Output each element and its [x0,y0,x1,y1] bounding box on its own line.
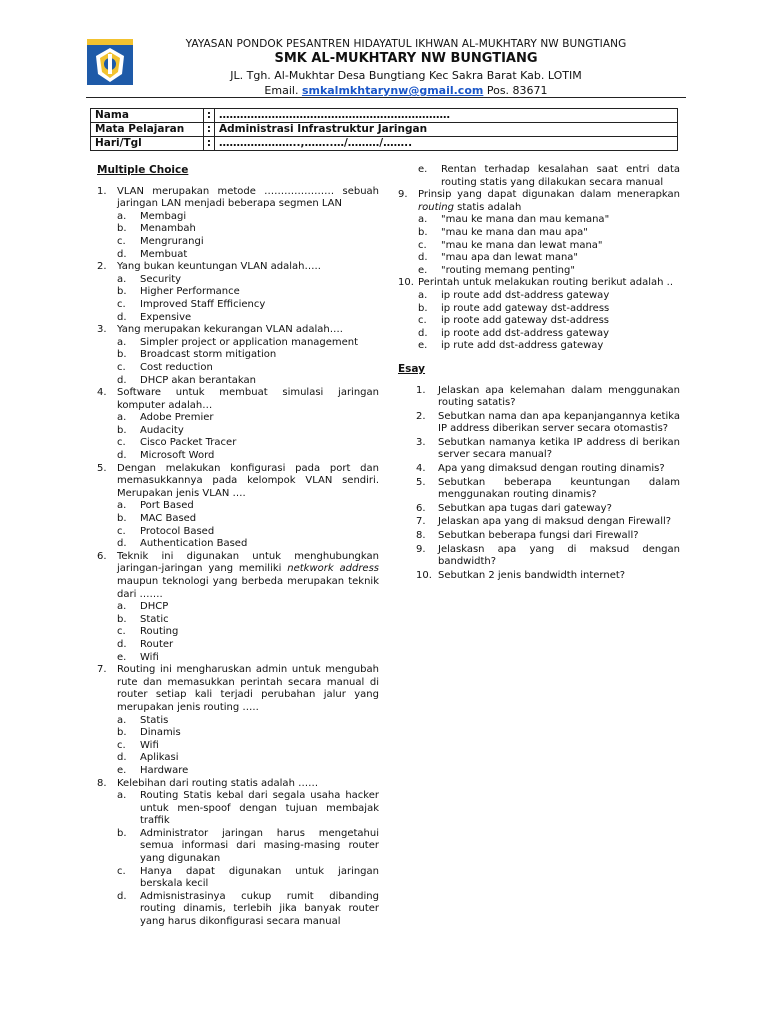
essay-question [416,503,680,516]
essay-number: 7. [416,516,426,528]
option[interactable] [117,236,379,249]
question-text-part: Teknik ini digunakan untuk menghubungkan jaringan-jaringan yang memiliki [117,550,379,575]
question-text: Yang bukan keuntungan VLAN adalah….. [117,261,321,273]
student-info-table [90,108,678,151]
option[interactable] [117,312,379,325]
option-letter: c. [117,235,126,247]
option[interactable] [117,425,379,438]
option-letter: b. [117,513,127,525]
option[interactable] [117,500,379,513]
question-text: Kelebihan dari routing statis adalah …… [117,777,319,789]
question-number: 1. [97,185,107,197]
option-letter: c. [418,239,427,251]
option-letter: b. [117,827,127,839]
essay-question [416,570,680,583]
option-text: Statis [140,714,169,726]
option[interactable] [117,765,379,778]
option-text: Mengrurangi [140,235,204,247]
option-letter: b. [418,226,428,238]
email-label: Email. [264,84,299,97]
option[interactable] [117,286,379,299]
question-text [418,189,680,214]
option-letter: d. [117,374,127,386]
question-number: 7. [97,664,107,676]
option-text: Router [140,638,174,650]
option-letter: d. [117,538,127,550]
question-text-part: Prinsip yang dapat digunakan dalam menerapkan [418,189,680,201]
essay-text: Sebutkan beberapa keuntungan dalam menggunakan routing dinamis? [438,476,680,501]
option-text: ip roote add dst-address gateway [441,327,610,339]
essay-text: Sebutkan nama dan apa kepanjangannya ketika IP address diberikan server secara otomastis? [438,410,680,435]
option-letter: e. [418,340,428,352]
question [97,324,379,337]
option-letter: c. [418,315,427,327]
option-text: Menambah [140,223,196,235]
option[interactable] [117,362,379,375]
multiple-choice-title: Multiple Choice [97,164,189,176]
option[interactable] [117,274,379,287]
question-text: Yang merupakan kekurangan VLAN adalah…. [117,324,343,336]
option[interactable] [117,626,379,639]
option-letter: c. [117,525,126,537]
option-letter: b. [117,727,127,739]
option[interactable] [418,328,680,341]
option-text: Wifi [140,651,159,663]
option[interactable] [117,349,379,362]
option-text: Membuat [140,248,188,260]
option-text: Higher Performance [140,286,240,298]
option-text: Security [140,273,182,285]
option-text: Membagi [140,210,187,222]
option[interactable] [117,223,379,236]
option[interactable] [418,303,680,316]
option-letter: e. [418,264,428,276]
option[interactable] [117,538,379,551]
option-text: Dinamis [140,727,181,739]
essay-title: Esay [398,362,426,375]
question-text: Perintah untuk melakukan routing berikut adalah .. [418,277,674,289]
question-text: Dengan melakukan konfigurasi pada port dan memasukkannya pada kelompok VLAN sendiri. Merupakan jenis VLAN …. [117,462,379,499]
question [398,277,680,290]
option-text: Admisnistrasinya cukup rumit dibanding routing dinamis, terlebih jika banyak router yang harus dikonfigurasi secara manual [140,890,379,928]
essay-number: 1. [416,384,426,396]
option[interactable] [117,828,379,866]
essay-number: 9. [416,543,426,555]
option[interactable] [117,752,379,765]
option[interactable] [117,249,379,262]
option-text: Cisco Packet Tracer [140,437,237,449]
option-letter: c. [117,298,126,310]
right-column [398,164,680,583]
option-letter: a. [117,714,127,726]
option-text: MAC Based [140,513,197,525]
info-colon: : [204,123,215,137]
option[interactable] [117,614,379,627]
question-text: Software untuk membuat simulasi jaringan komputer adalah… [117,387,379,411]
option[interactable] [117,790,379,828]
question-text-part: statis adalah [453,201,522,213]
option[interactable] [117,639,379,652]
question-number: 9. [398,189,408,201]
letterhead [86,34,686,97]
essay-text: Jelaskasn apa yang di maksud dengan bandwidth? [438,543,680,568]
essay-number: 10. [416,569,432,581]
question [97,778,379,791]
info-row-name [91,109,678,123]
option-text: Routing Statis kebal dari segala usaha hacker untuk men-spoof dengan tujuan membajak traffik [140,790,379,827]
question-number: 8. [97,777,107,789]
option-letter: e. [117,764,127,776]
option-text: Microsoft Word [140,450,215,462]
option[interactable] [418,240,680,253]
essay-number: 5. [416,476,426,488]
option[interactable] [117,866,379,891]
header-divider [86,97,686,98]
info-label: Hari/Tgl [91,137,204,151]
school-logo [86,38,134,86]
option[interactable] [117,375,379,388]
option[interactable] [117,299,379,312]
foundation-name: YAYASAN PONDOK PESANTREN HIDAYATUL IKHWAN AL-MUKHTARY NW BUNGTIANG [185,38,627,50]
option[interactable] [117,513,379,526]
option-letter: a. [117,336,127,348]
option-text: "routing memang penting" [441,264,575,276]
option-text: Cost reduction [140,361,213,373]
option[interactable] [117,437,379,450]
option-letter: d. [418,252,428,264]
essay-question [416,477,680,502]
option-letter: b. [117,424,127,436]
option[interactable] [117,211,379,224]
question-number: 3. [97,324,107,336]
essay-question [416,437,680,462]
school-name: SMK AL-MUKHTARY NW BUNGTIANG [274,51,538,66]
option-text: ip roote add gateway dst-address [441,315,610,327]
option-text: Broadcast storm mitigation [140,349,277,361]
option-text: Static [140,613,169,625]
option-letter: e. [117,651,127,663]
question-text: Routing ini mengharuskan admin untuk mengubah rute dan memasukkan perintah secara manual di router setiap kali terjadi perubahan jalur yang merupakan jenis routing ….. [117,664,379,713]
option-text: "mau ke mana dan mau apa" [441,226,588,238]
question-text-italic: netkwork address [287,563,380,575]
subject-value: Administrasi Infrastruktur Jaringan [215,123,678,137]
option[interactable] [117,412,379,425]
option-letter: c. [117,361,126,373]
info-label: Nama [91,109,204,123]
option-text: ip route add dst-address gateway [441,289,610,301]
option-letter: a. [117,790,127,802]
essay-text: Sebutkan namanya ketika IP address di berikan server secara manual? [438,436,680,461]
option-letter: a. [117,273,127,285]
option-letter: c. [117,437,126,449]
option-text: DHCP akan berantakan [140,374,257,386]
option-letter: a. [117,210,127,222]
option-text: Authentication Based [140,538,248,550]
essay-number: 8. [416,530,426,542]
option[interactable] [418,252,680,265]
option[interactable] [117,891,379,929]
option-text: Hanya dapat digunakan untuk jaringan berskala kecil [140,865,379,890]
essay-number: 3. [416,436,426,448]
option-letter: d. [117,248,127,260]
option-letter: a. [418,214,428,226]
essay-question [416,516,680,529]
essay-text: Jelaskan apa kelemahan dalam menggunakan routing satatis? [438,384,680,409]
option-text: Protocol Based [140,525,215,537]
essay-text: Jelaskan apa yang di maksud dengan Firewall? [438,516,672,528]
option-letter: c. [117,626,126,638]
contact-line [126,84,686,97]
option-text: Adobe Premier [140,412,214,424]
option[interactable] [117,337,379,350]
question-text: VLAN merupakan metode ………………… sebuah jaringan LAN menjadi beberapa segmen LAN [117,185,379,210]
option-letter: b. [117,613,127,625]
option-text: Hardware [140,764,189,776]
option-letter: a. [117,601,127,613]
option-text: "mau ke mana dan lewat mana" [441,239,603,251]
question [97,387,379,412]
email-link[interactable]: smkalmkhtarynw@gmail.com [301,84,484,97]
option[interactable] [418,340,680,353]
option-letter: d. [117,752,127,764]
essay-text: Sebutkan beberapa fungsi dari Firewall? [438,530,639,542]
info-colon: : [204,137,215,151]
question-text-part: maupun teknologi yang berbeda merupakan teknik dari ……. [117,576,379,600]
option-text: "mau ke mana dan mau kemana" [441,214,610,226]
question-number: 6. [97,550,107,562]
option[interactable] [418,164,680,189]
date-field[interactable]: …………………..,……..…/………/…….. [215,137,678,151]
option-letter: d. [117,311,127,323]
option-text: DHCP [140,601,169,613]
option-letter: b. [117,223,127,235]
option-text: ip route add gateway dst-address [441,302,610,314]
option[interactable] [117,526,379,539]
question-number: 2. [97,261,107,273]
option[interactable] [117,727,379,740]
option-text: "mau apa dan lewat mana" [441,252,579,264]
option-letter: c. [117,739,126,751]
question [97,463,379,501]
option-letter: d. [418,327,428,339]
left-column [97,164,379,929]
option-letter: a. [117,412,127,424]
question-number: 4. [97,387,107,399]
option-letter: e. [418,164,428,175]
info-label: Mata Pelajaran [91,123,204,137]
option[interactable] [418,290,680,303]
essay-number: 2. [416,410,426,422]
option[interactable] [117,715,379,728]
option-letter: c. [117,865,126,877]
option[interactable] [117,740,379,753]
question-number: 10. [398,277,414,289]
option[interactable] [418,227,680,240]
option-text: Administrator jaringan harus mengetahui semua informasi dari masing-masing router yang digunakan [140,827,379,865]
school-address: JL. Tgh. Al-Mukhtar Desa Bungtiang Kec Sakra Barat Kab. LOTIM [230,69,582,82]
info-row-date [91,137,678,151]
option[interactable] [117,601,379,614]
option-text: Wifi [140,739,159,751]
essay-question [416,385,680,410]
option-letter: a. [117,500,127,512]
option-text: Expensive [140,311,192,323]
essay-question [416,411,680,436]
option-text: Port Based [140,500,194,512]
question [398,189,680,214]
question [97,186,379,211]
option-text: ip rute add dst-address gateway [441,340,604,352]
option-letter: d. [117,450,127,462]
essay-text: Apa yang dimaksud dengan routing dinamis? [438,463,665,475]
question-number: 5. [97,462,107,474]
option[interactable] [418,315,680,328]
essay-text: Sebutkan 2 jenis bandwidth internet? [438,569,626,581]
option[interactable] [418,265,680,278]
question-text-italic: routing [418,201,454,213]
question [97,551,379,601]
option[interactable] [418,214,680,227]
essay-question [416,463,680,476]
question-text [117,551,379,601]
option-letter: d. [117,890,127,902]
option-text: Routing [140,626,179,638]
info-colon: : [204,109,215,123]
essay-number: 4. [416,463,426,475]
question [97,664,379,714]
option-text: Aplikasi [140,752,179,764]
option-letter: d. [117,638,127,650]
name-field[interactable]: ………………………………………………………… [215,109,678,123]
option-text: Simpler project or application management [140,336,359,348]
option-letter: b. [117,349,127,361]
postal-code: Pos. 83671 [486,84,548,97]
essay-number: 6. [416,502,426,514]
option-letter: a. [418,289,428,301]
essay-question [416,530,680,543]
question [97,261,379,274]
option-letter: b. [418,302,428,314]
essay-question [416,544,680,569]
option[interactable] [117,652,379,665]
option-text: Rentan terhadap kesalahan saat entri data routing statis yang dilakukan secara manual [441,164,680,188]
option-text: Improved Staff Efficiency [140,298,266,310]
essay-text: Sebutkan apa tugas dari gateway? [438,502,612,514]
option-text: Audacity [140,424,184,436]
info-row-subject [91,123,678,137]
option[interactable] [117,450,379,463]
option-letter: b. [117,286,127,298]
